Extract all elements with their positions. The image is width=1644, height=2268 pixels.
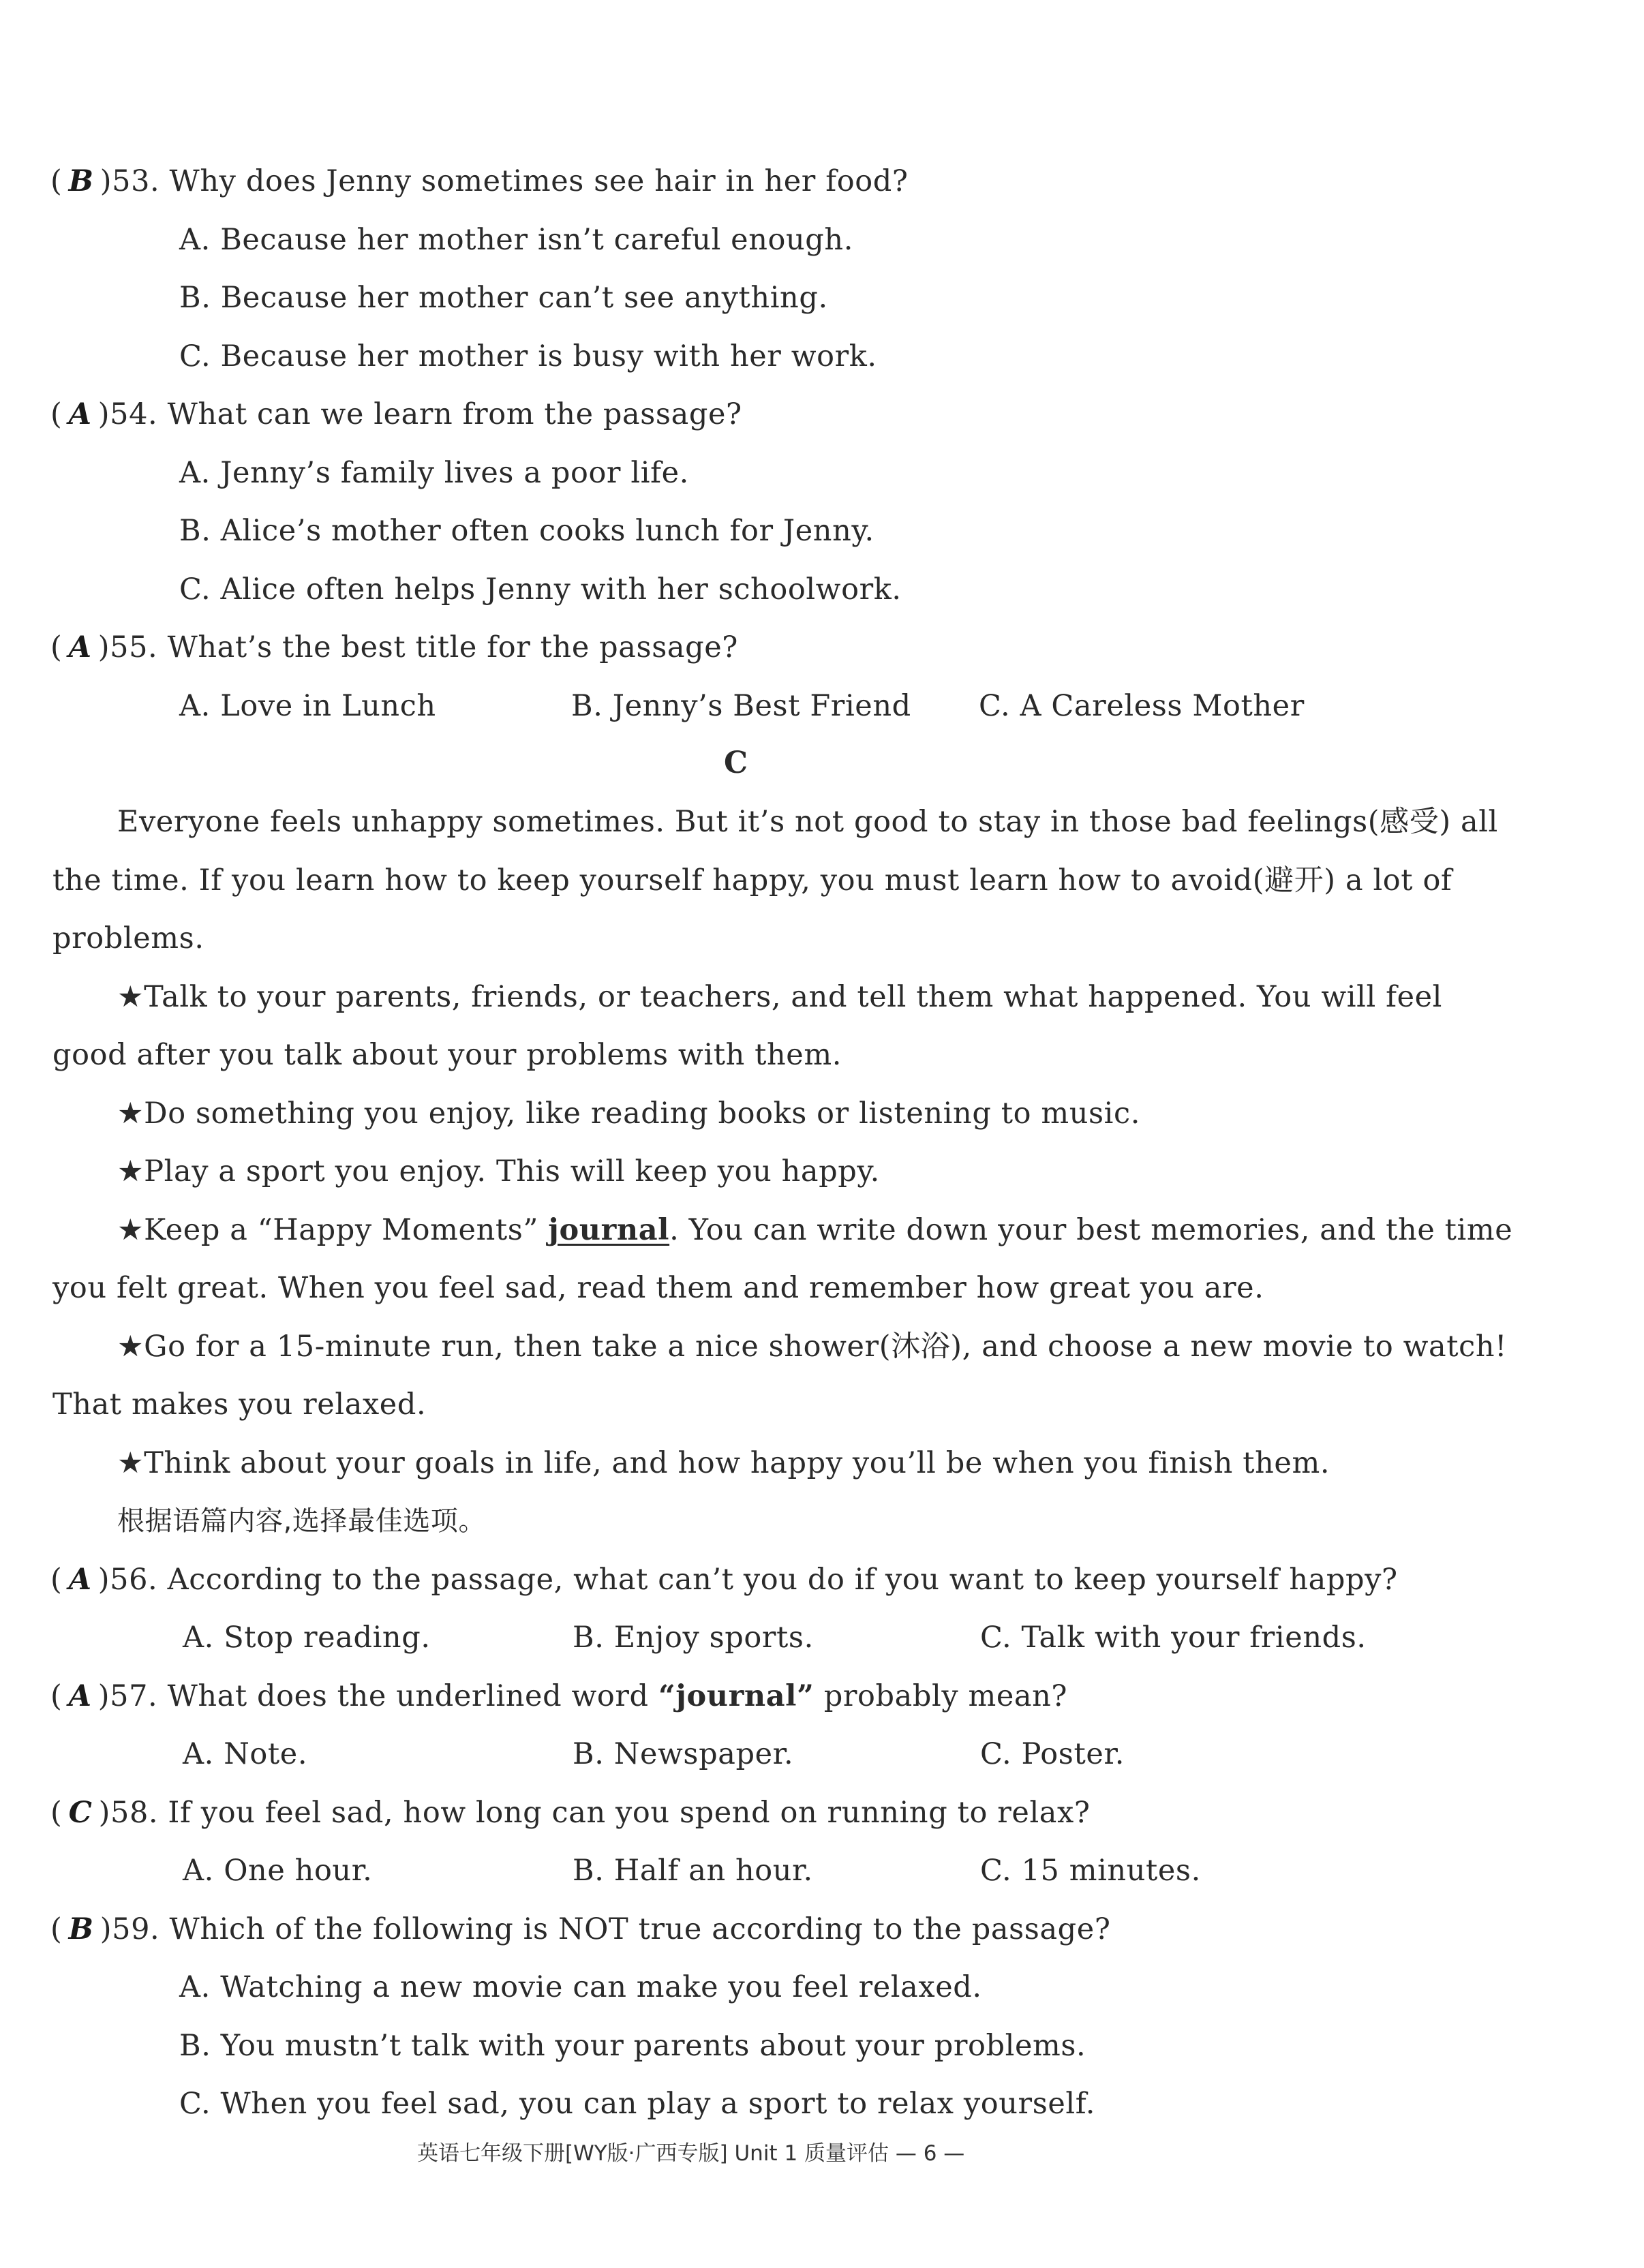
- option-58-c: C. 15 minutes.: [980, 1854, 1201, 1888]
- option-53-c: C. Because her mother is busy with her work.: [179, 339, 877, 373]
- passage-p5-line2: you felt great. When you feel sad, read them and remember how great you are.: [52, 1271, 1264, 1305]
- question-54-stem: 54. What can we learn from the passage?: [110, 397, 742, 431]
- answer-54: A: [68, 397, 92, 431]
- option-56-a: A. Stop reading.: [183, 1621, 431, 1655]
- question-57-stem-pre: 57. What does the underlined word: [110, 1679, 658, 1713]
- question-55-stem: 55. What’s the best title for the passage?: [110, 630, 738, 664]
- underlined-word-journal: journal: [548, 1213, 670, 1247]
- option-55-c: C. A Careless Mother: [979, 689, 1305, 723]
- passage-p5-post: . You can write down your best memories, and the time: [669, 1213, 1513, 1247]
- option-57-b: B. Newspaper.: [573, 1737, 794, 1771]
- passage-p7: ★Think about your goals in life, and how happy you’ll be when you finish them.: [117, 1446, 1330, 1480]
- passage-p6-line2: That makes you relaxed.: [52, 1388, 427, 1422]
- answer-58: C: [68, 1796, 93, 1830]
- passage-p5-line1: [117, 1210, 1512, 1251]
- question-57: ( A )57. What does the underlined word “journal” probably mean?: [50, 1679, 1068, 1713]
- answer-56: A: [68, 1563, 92, 1597]
- option-54-c: C. Alice often helps Jenny with her schoolwork.: [179, 572, 902, 607]
- option-55-b: B. Jenny’s Best Friend: [571, 689, 911, 723]
- question-57-stem-post: probably mean?: [814, 1679, 1068, 1713]
- passage-p1-line3: problems.: [52, 921, 204, 955]
- option-55-a: A. Love in Lunch: [179, 689, 436, 723]
- question-54: ( A )54. What can we learn from the passage?: [50, 397, 742, 431]
- option-54-b: B. Alice’s mother often cooks lunch for Jenny.: [179, 514, 874, 548]
- passage-p3: ★Do something you enjoy, like reading books or listening to music.: [117, 1097, 1140, 1131]
- option-57-c: C. Poster.: [980, 1737, 1125, 1771]
- option-54-a: A. Jenny’s family lives a poor life.: [179, 456, 689, 490]
- question-58: ( C )58. If you feel sad, how long can you spend on running to relax?: [50, 1796, 1091, 1830]
- question-55: ( A )55. What’s the best title for the passage?: [50, 630, 738, 664]
- option-58-a: A. One hour.: [183, 1854, 373, 1888]
- question-59-stem: 59. Which of the following is NOT true according to the passage?: [112, 1912, 1111, 1946]
- option-58-b: B. Half an hour.: [573, 1854, 813, 1888]
- question-56-stem: 56. According to the passage, what can’t you do if you want to keep yourself happy?: [110, 1563, 1398, 1597]
- option-56-b: B. Enjoy sports.: [573, 1621, 814, 1655]
- question-56: ( A )56. According to the passage, what can’t you do if you want to keep yourself happy?: [50, 1563, 1398, 1597]
- question-57-word: “journal”: [658, 1679, 815, 1713]
- passage-p4: ★Play a sport you enjoy. This will keep you happy.: [117, 1154, 880, 1189]
- question-58-stem: 58. If you feel sad, how long can you spend on running to relax?: [110, 1796, 1091, 1830]
- answer-59: B: [68, 1912, 94, 1946]
- passage-p5-pre: ★Keep a “Happy Moments”: [117, 1213, 549, 1247]
- answer-57: A: [68, 1679, 92, 1713]
- option-56-c: C. Talk with your friends.: [980, 1621, 1367, 1655]
- option-53-a: A. Because her mother isn’t careful enough.: [179, 223, 853, 257]
- option-59-a: A. Watching a new movie can make you feel relaxed.: [179, 1970, 982, 2004]
- section-heading: C: [724, 746, 748, 780]
- question-53-stem: 53. Why does Jenny sometimes see hair in her food?: [112, 164, 909, 198]
- option-59-b: B. You mustn’t talk with your parents about your problems.: [179, 2029, 1086, 2063]
- passage-p2-line1: ★Talk to your parents, friends, or teachers, and tell them what happened. You will feel: [117, 980, 1443, 1014]
- instruction-text: 根据语篇内容,选择最佳选项。: [117, 1505, 487, 1537]
- passage-p6-line1: ★Go for a 15-minute run, then take a nice shower(沐浴), and choose a new movie to watch!: [117, 1330, 1508, 1364]
- answer-53: B: [68, 164, 94, 198]
- page-footer: 英语七年级下册[WY版·广西专版] Unit 1 质量评估 — 6 —: [417, 2141, 965, 2166]
- answer-55: A: [68, 630, 92, 664]
- option-57-a: A. Note.: [183, 1737, 308, 1771]
- question-59: ( B )59. Which of the following is NOT true according to the passage?: [50, 1912, 1111, 1946]
- passage-p2-line2: good after you talk about your problems with them.: [52, 1038, 842, 1072]
- passage-p1-line1: Everyone feels unhappy sometimes. But it’s not good to stay in those bad feelings(感受) all: [117, 805, 1498, 839]
- option-59-c: C. When you feel sad, you can play a sport to relax yourself.: [179, 2087, 1096, 2121]
- question-53: ( B )53. Why does Jenny sometimes see hair in her food?: [50, 164, 909, 198]
- option-53-b: B. Because her mother can’t see anything.: [179, 281, 828, 315]
- passage-p1-line2: the time. If you learn how to keep yourself happy, you must learn how to avoid(避开) a lot of: [52, 863, 1452, 898]
